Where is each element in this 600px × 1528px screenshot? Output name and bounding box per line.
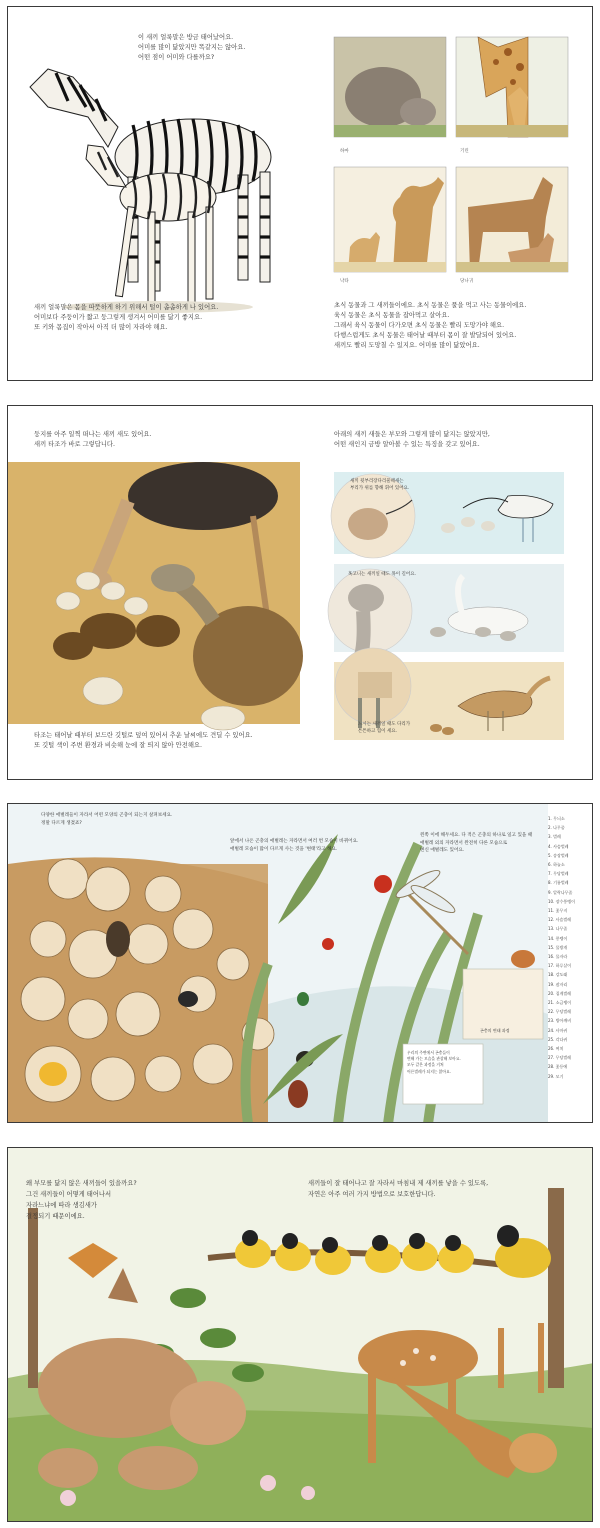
donkey-panel (456, 167, 568, 272)
insect-legend (548, 814, 593, 1081)
legend-item: 26. 여치 (548, 1046, 564, 1052)
camel-caption: 낙타 (340, 279, 349, 284)
metamorphosis-sign: 곤충의 변태 과정 (480, 1028, 510, 1033)
ostrich-illustration (8, 406, 593, 780)
spread-forest (7, 1147, 593, 1522)
legend-item: 21. 소금쟁이 (548, 1000, 572, 1006)
legend-item: 6. 하늘소 (548, 862, 565, 868)
legend-item: 17. 하루살이 (548, 963, 572, 969)
forest-left-text: 왜 부모를 닮지 않은 새끼들이 있을까요? 그건 새끼들이 어떻게 태어나서 자라느냐에 따라 생김새가 결정되기 때문이에요. (26, 1180, 137, 1220)
herbivore-text: 초식 동물과 그 새끼들이에요. 초식 동물은 풀을 먹고 사는 동물이에요. 육식 동물은 초식 동물을 잡아먹고 살아요. 그래서 육식 동물이 다가오면 초식 동물은 빨리 도망가야 해요. 다행스럽게도 초식 동물은 태어날 때부터 몸이 잘 발달되어 있어요. 새끼도 빨리 도망칠 수 있지요. 어미를 많이 닮았어요. (334, 302, 527, 349)
legend-item: 18. 강도래 (548, 972, 568, 978)
spread-ostrich (7, 405, 593, 780)
legend-item: 10. 장수풍뎅이 (548, 898, 575, 904)
legend-item: 22. 무당벌레 (548, 1009, 572, 1015)
giraffe-caption: 기린 (460, 149, 469, 154)
legend-item: 29. 모기 (548, 1073, 564, 1079)
zebra-intro-text: 이 새끼 얼룩말은 방금 태어났어요. 어미를 많이 닮았지만 똑같지는 않아요. 어떤 점이 어미와 다를까요? (138, 34, 246, 61)
bustard-bubble: 느시는 새끼일 때도 다리가 튼튼하고 힘이 세요. (358, 722, 411, 734)
legend-item: 16. 물자라 (548, 954, 568, 960)
avocet-bubble: 새끼 뒷부리장다리물떼새는 부리가 위를 향해 휘어 있어요. (350, 479, 410, 491)
legend-item: 14. 풍뎅이 (548, 935, 568, 941)
legend-item: 7. 무당벌레 (548, 871, 569, 877)
legend-item: 19. 잠자리 (548, 981, 568, 987)
insect-text-3: 왼쪽 이에 해두세요. 다 적은 곤충의 하나로 일고 있을 때 애벌레 외의 자라면서 완전히 다른 모습으로 변신 애벌레도 있어요. (420, 833, 533, 853)
hippo-panel (334, 37, 446, 137)
legend-item: 20. 집게벌레 (548, 990, 572, 996)
legend-item: 13. 나무좀 (548, 926, 568, 932)
legend-item: 5. 송장벌레 (548, 852, 569, 858)
legend-item: 27. 무당벌레 (548, 1055, 572, 1061)
legend-item: 4. 사슴벌레 (548, 843, 569, 849)
swan-bubble: 혹고니는 새끼일 때도 목이 길어요. (348, 572, 417, 577)
spread-insects (7, 803, 593, 1123)
legend-item: 2. 나무좀 (548, 825, 565, 831)
legend-item: 9. 알락나무좀 (548, 889, 573, 895)
ostrich-chick-text: 타조는 태어날 때부터 보드란 깃털로 덮여 있어서 추운 날씨에도 견딜 수 있어요. 또 깃털 색이 주변 환경과 비슷해 눈에 잘 띄지 않아 안전해요. (34, 732, 253, 749)
legend-item: 1. 무늬소 (548, 816, 565, 821)
legend-item: 12. 사슴벌레 (548, 917, 572, 923)
donkey-caption: 당나귀 (460, 279, 474, 284)
legend-item: 15. 물방개 (548, 944, 568, 950)
camel-panel (334, 167, 446, 272)
giraffe-panel (456, 37, 568, 137)
spread-zebra (7, 6, 593, 381)
zebra-foal-text: 새끼 얼룩말은 몸을 따뜻하게 하기 위해서 털이 촘촘하게 나 있어요. 어미보다 주둥이가 짧고 둥그렇게 생겨서 어미를 닮기 좋지요. 또 키와 몸집이 작아서 아직 더 많이 자라야 해요. (34, 304, 219, 331)
legend-item: 11. 꽃무지 (548, 908, 568, 914)
birds-intro-text: 아래의 새끼 새들은 부모와 그렇게 많이 닮지는 않았지만, 어떤 새인지 금방 알아볼 수 있는 특징을 갖고 있어요. (334, 431, 490, 448)
legend-item: 24. 사마귀 (548, 1027, 568, 1033)
insect-text-2: 앞에서 나온 곤충의 애벌레는 자라면서 여러 번 모습이 바뀌어요. 애벌레 모습이 많이 다르게 사는 것을 '변태'라고 해요. (230, 839, 359, 852)
legend-item: 25. 각다귀 (548, 1036, 568, 1042)
ostrich-intro-text: 둥지를 아주 일찍 떠나는 새끼 새도 있어요. 새끼 타조가 바로 그렇답니다. (34, 431, 152, 448)
ladybug (374, 875, 392, 893)
hippo-caption: 하마 (340, 149, 349, 154)
legend-item: 8. 기름벌레 (548, 880, 569, 886)
insect-text-1: 다양한 애벌레들이 자라서 어떤 모양의 곤충이 되는지 살펴보세요. 정말 다르게 생겼죠? (41, 813, 173, 826)
legend-item: 23. 방아깨비 (548, 1018, 572, 1024)
legend-item: 28. 꽃등에 (548, 1064, 568, 1070)
insect-note: 우리의 주변에서 곤충들이 변해 가는 모습을 관찰해 보아요. 모두 같은 과정을 거쳐 어른벌레가 되지는 않아요. (407, 1050, 461, 1074)
forest-right-text: 새끼들이 잘 태어나고 잘 자라서 마침내 제 새끼를 낳을 수 있도록, 자연은 아주 여러 가지 방법으로 보호한답니다. (308, 1180, 489, 1198)
legend-item: 3. 벌레 (548, 834, 561, 840)
